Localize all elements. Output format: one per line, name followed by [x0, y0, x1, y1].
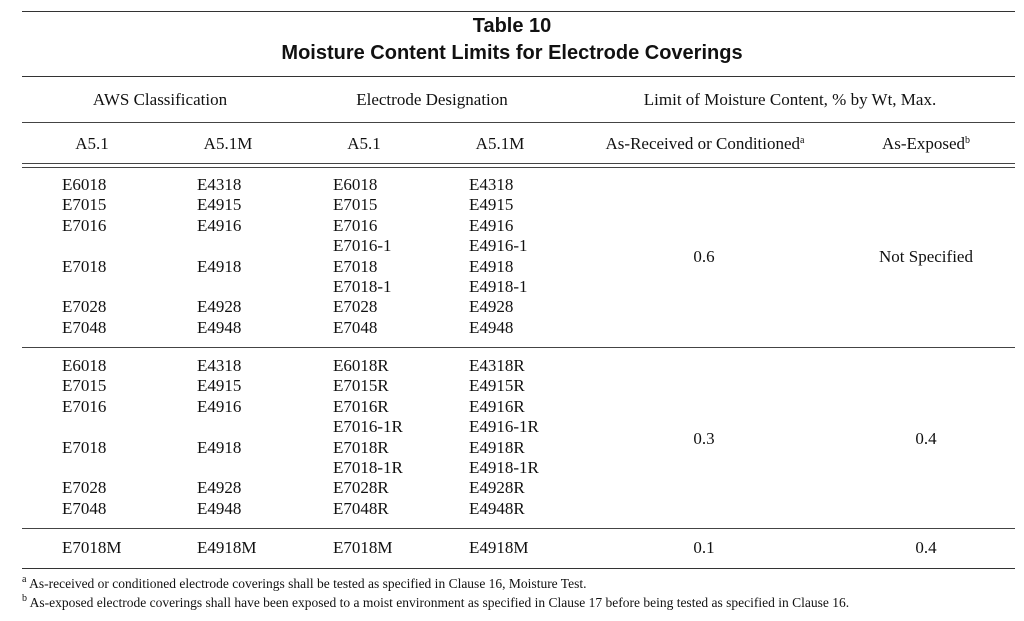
group2-as-exposed-value: 0.4 — [915, 429, 937, 448]
table-cell: E7016-1 — [333, 236, 392, 256]
table-cell: E4916R — [469, 396, 525, 416]
table-cell: E4916 — [197, 396, 242, 416]
table-cell: E6018 — [62, 175, 107, 194]
subheader-as-exposed — [846, 134, 1006, 154]
footnote-b-text: As-exposed electrode coverings shall have been exposed to a moist environment as specified in Clause 17 before being tested as specified in Clause 16. — [29, 595, 850, 610]
table-cell: E4916-1 — [469, 236, 528, 256]
table-cell: E4918 — [197, 437, 242, 457]
group1-aws-a51 — [62, 175, 106, 338]
table-cell — [62, 236, 106, 256]
footnote-b — [22, 595, 849, 611]
group3-aws-a51m: E4918M — [197, 538, 257, 557]
as-received-footnote-mark: a — [800, 135, 805, 146]
table-cell: E4928 — [197, 478, 242, 498]
table-cell: E4918-1 — [469, 277, 528, 297]
table-cell: E4928 — [469, 297, 514, 317]
group2-aws-a51m — [197, 356, 241, 519]
table-cell: E4948 — [469, 317, 514, 337]
group3-as-exposed-value: 0.4 — [915, 538, 937, 557]
table-cell: E4318 — [197, 175, 242, 194]
table-cell: E4948 — [197, 498, 242, 518]
table-cell — [62, 277, 106, 297]
table-cell: E7018R — [333, 437, 389, 457]
title-rule — [22, 76, 1015, 77]
header-moisture-limit: Limit of Moisture Content, % by Wt, Max. — [643, 90, 937, 109]
table-cell — [197, 236, 241, 256]
group3-as-received-value: 0.1 — [693, 538, 715, 557]
table-cell: E4318 — [197, 356, 242, 375]
group1-as-exposed-value: Not Specified — [879, 247, 973, 266]
subheader-aws-a51m: A5.1M — [203, 134, 253, 153]
table-cell: E4918 — [197, 256, 242, 276]
header-double-rule-1 — [22, 163, 1015, 164]
table-cell: E4915 — [197, 376, 242, 396]
footnote-a-mark: a — [22, 574, 27, 585]
subheader-designation-a51: A5.1 — [347, 134, 381, 153]
table-cell: E7028 — [62, 478, 107, 498]
group-divider-1 — [22, 347, 1015, 348]
table-cell: E7028 — [62, 297, 107, 317]
table-cell: E7016R — [333, 396, 389, 416]
table-cell — [197, 277, 241, 297]
table-cell: E7016 — [62, 215, 107, 235]
table-cell: E4318R — [469, 356, 525, 375]
as-exposed-footnote-mark: b — [965, 135, 971, 146]
as-exposed-label: As-Exposed — [881, 134, 966, 153]
subheader-designation-a51m: A5.1M — [475, 134, 525, 153]
group1-aws-a51m — [197, 175, 241, 338]
table-cell: E4918 — [469, 256, 514, 276]
table-cell: E7048 — [62, 317, 107, 337]
table-cell: E7015R — [333, 376, 389, 396]
bottom-rule — [22, 568, 1015, 569]
group3-aws-a51: E7018M — [62, 538, 122, 557]
top-rule — [22, 11, 1015, 12]
table-cell — [62, 417, 106, 437]
table-cell: E4928 — [197, 297, 242, 317]
table-cell: E7018-1 — [333, 277, 392, 297]
table-cell: E4916 — [197, 215, 242, 235]
table-title: Moisture Content Limits for Electrode Coverings — [281, 42, 743, 64]
table-cell: E7018 — [62, 437, 107, 457]
table-cell: E7018 — [62, 256, 107, 276]
table-cell: E4918-1R — [469, 458, 539, 478]
table-cell: E4948 — [197, 317, 242, 337]
table-cell: E4916 — [469, 215, 514, 235]
table-cell: E6018 — [62, 356, 107, 375]
table-cell — [197, 458, 241, 478]
table-cell: E7016-1R — [333, 417, 403, 437]
footnote-a-text: As-received or conditioned electrode coverings shall be tested as specified in Clause 16, Moisture Test. — [29, 576, 587, 591]
group-header-rule — [22, 122, 1015, 123]
group3-designation-a51: E7018M — [333, 538, 393, 557]
table-cell: E4915 — [469, 195, 514, 215]
table-cell: E7048 — [333, 317, 378, 337]
table-number: Table 10 — [472, 15, 552, 37]
table-cell: E7028R — [333, 478, 389, 498]
table-cell: E7015 — [62, 376, 107, 396]
group2-designation-a51m — [469, 356, 539, 519]
table-cell: E7015 — [333, 195, 378, 215]
table-cell — [62, 458, 106, 478]
group2-as-received-value: 0.3 — [693, 429, 715, 448]
table-cell: E7015 — [62, 195, 107, 215]
table-cell: E4915R — [469, 376, 525, 396]
header-aws-classification: AWS Classification — [92, 90, 228, 109]
table-cell: E6018 — [333, 175, 378, 194]
table-cell: E4915 — [197, 195, 242, 215]
table-cell: E7048 — [62, 498, 107, 518]
table-cell: E7018-1R — [333, 458, 403, 478]
table-cell: E7028 — [333, 297, 378, 317]
group-divider-2 — [22, 528, 1015, 529]
subheader-aws-a51: A5.1 — [75, 134, 109, 153]
table-cell: E4918R — [469, 437, 525, 457]
group1-as-received-value: 0.6 — [693, 247, 715, 266]
footnote-b-mark: b — [22, 593, 27, 604]
subheader-as-received — [580, 134, 830, 154]
header-electrode-designation: Electrode Designation — [356, 90, 508, 109]
group2-designation-a51 — [333, 356, 403, 519]
group1-designation-a51m — [469, 175, 528, 338]
header-double-rule-2 — [22, 167, 1015, 168]
group3-designation-a51m: E4918M — [469, 538, 529, 557]
as-received-label: As-Received or Conditioned — [605, 134, 801, 153]
table-cell: E4928R — [469, 478, 525, 498]
table-cell — [197, 417, 241, 437]
table-cell: E6018R — [333, 356, 389, 375]
table-cell: E7048R — [333, 498, 389, 518]
group1-designation-a51 — [333, 175, 392, 338]
group2-aws-a51 — [62, 356, 106, 519]
footnote-a — [22, 576, 586, 592]
table-cell: E7018 — [333, 256, 378, 276]
table-cell: E7016 — [62, 396, 107, 416]
table-cell: E7016 — [333, 215, 378, 235]
table-cell: E4948R — [469, 498, 525, 518]
table-cell: E4318 — [469, 175, 514, 194]
table-cell: E4916-1R — [469, 417, 539, 437]
